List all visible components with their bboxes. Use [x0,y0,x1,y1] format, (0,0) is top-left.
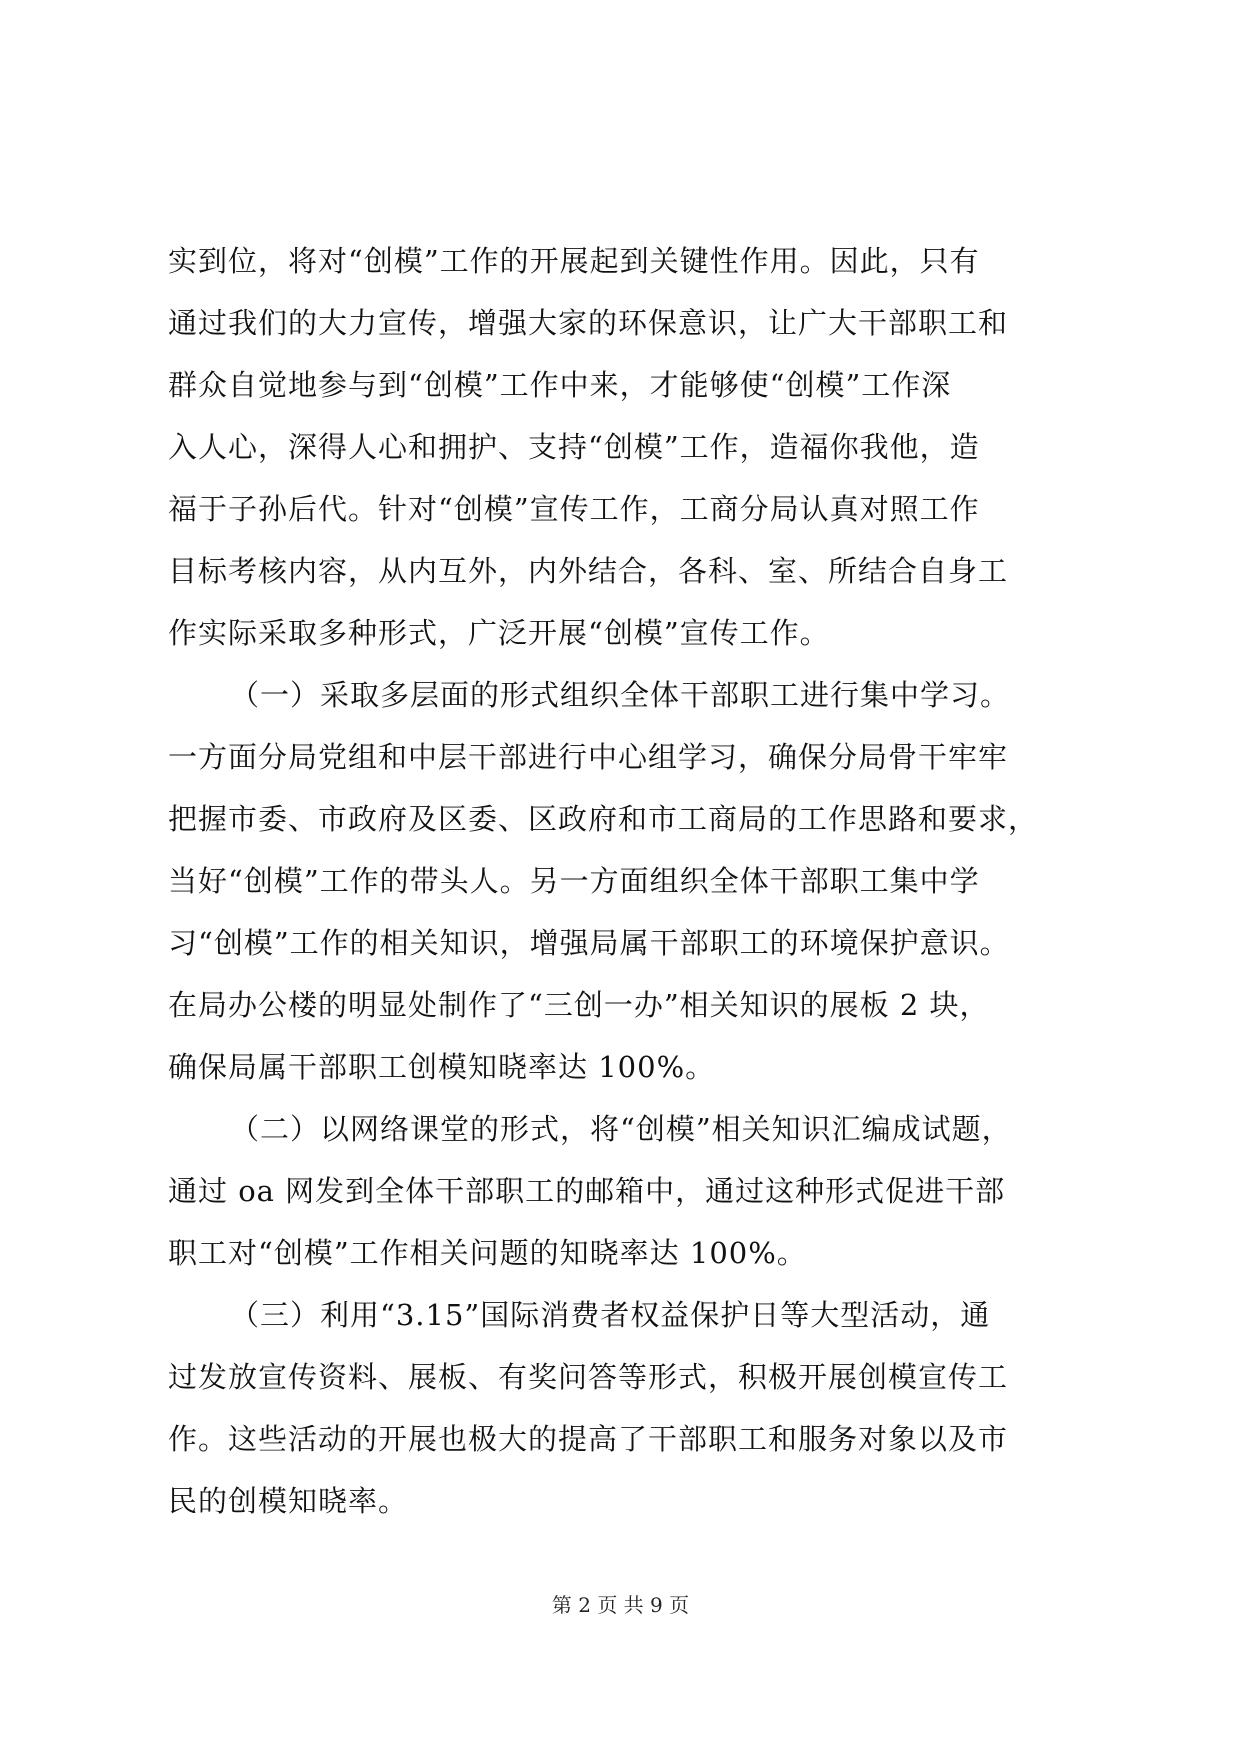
text-line: 实到位，将对“创模”工作的开展起到关键性作用。因此，只有 [168,244,980,278]
text-line: 作。这些活动的开展也极大的提高了干部职工和服务对象以及市 [168,1422,1009,1456]
text-line: 习“创模”工作的相关知识，增强局属干部职工的环境保护意识。 [168,926,1010,960]
text-line: 过发放宣传资料、展板、有奖问答等形式，积极开展创模宣传工 [168,1360,1009,1394]
text-line: 群众自觉地参与到“创模”工作中来，才能够使“创模”工作深 [168,368,952,402]
text-line: 确保局属干部职工创模知晓率达 100%。 [168,1050,716,1084]
text-line: 通过 oa 网发到全体干部职工的邮箱中，通过这种形式促进干部 [168,1174,1006,1208]
text-line: （一）采取多层面的形式组织全体干部职工进行集中学习。 [230,678,1011,712]
text-line: 把握市委、市政府及区委、区政府和市工商局的工作思路和要求， [168,802,1039,836]
text-line: 福于子孙后代。针对“创模”宣传工作，工商分局认真对照工作 [168,492,980,526]
text-line: 民的创模知晓率。 [168,1484,409,1518]
text-line: （二）以网络课堂的形式，将“创模”相关知识汇编成试题， [230,1112,1012,1146]
paragraph-intro [168,230,1088,664]
text-line: 通过我们的大力宣传，增强大家的环保意识，让广大干部职工和 [168,306,1009,340]
text-line: 在局办公楼的明显处制作了“三创一办”相关知识的展板 2 块， [168,988,990,1022]
paragraph-item-3 [168,1284,1088,1532]
page-number-footer: 第 2 页 共 9 页 [551,1593,690,1617]
paragraph-item-2 [168,1098,1088,1284]
text-line: 目标考核内容，从内互外，内外结合，各科、室、所结合自身工 [168,554,1009,588]
text-line: 职工对“创模”工作相关问题的知晓率达 100%。 [168,1236,807,1270]
body-text [168,230,1088,1532]
text-line: （三）利用“3.15”国际消费者权益保护日等大型活动，通 [230,1298,991,1332]
text-line: 作实际采取多种形式，广泛开展“创模”宣传工作。 [168,616,830,650]
text-line: 当好“创模”工作的带头人。另一方面组织全体干部职工集中学 [168,864,980,898]
paragraph-item-1 [168,664,1088,1098]
text-line: 入人心，深得人心和拥护、支持“创模”工作，造福你我他，造 [168,430,980,464]
text-line: 一方面分局党组和中层干部进行中心组学习，确保分局骨干牢牢 [168,740,1009,774]
